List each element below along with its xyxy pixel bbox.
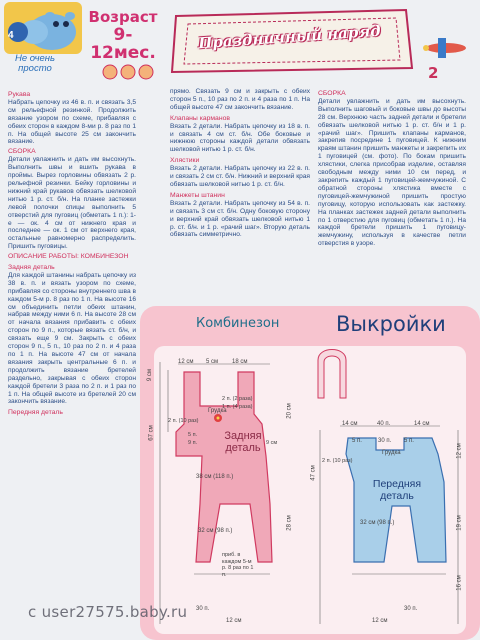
section-text: Вязать 2 детали. Набрать цепочку из 54 в. п. и связать 3 см ст. б/н. Одну боковую сторону и верхний край обвязать шелковой нитью 1 р. ст. б/н. и 1 р. «рачий шаг». Вторую деталь обвязать симметрично. — [170, 199, 310, 239]
dim-label: 5 п. — [404, 438, 414, 444]
dim-label: 12 см — [178, 359, 194, 365]
dim-label: 9 п. — [188, 440, 198, 446]
section-title: СБОРКА — [318, 90, 346, 97]
chest-label-front: Грудка — [382, 450, 401, 456]
difficulty-label: Не очень просто — [14, 53, 56, 74]
section-text: прямо. Связать 9 см и закрыть с обеих сторон 5 п., 10 раз по 2 п. и 4 раза по 1 п. На общей высоте 47 см закончить вязание. — [170, 88, 310, 111]
dim-label: 14 см — [414, 421, 430, 427]
section-title: Клапаны карманов — [170, 114, 230, 122]
difficulty-faces-icon — [100, 60, 160, 82]
section-text: Детали увлажнить и дать им высохнуть. Выполнить шаговый и боковые швы до высоты 28 см. Верхнюю часть задней детали и бретели обвязать шелковой нитью 1 р. ст. б/н и 1 р. «рачий шаг». Пришить клапаны карманов, закрепив посредине 1 пуговицей. К нижним краям штанин пришить манжеты и закрепить их 1 пуговицей (см. фото). По бокам пришить хлястики, слегка присобрав изделие, оставляя свободным между ними 10 см перед, и закрепить каждый 1 пуговицей-жемчужиной. С обратной стороны хлястика вместе с пуговицей-жемчужиной пришить простую пуговицу, которую использовать как застежку. На планках застежек задней детали выполнить по 1 отверстию для пуговиц (обметать 1 п.). На каждой бретели пришить 1 пуговицу-жемчужину, используя в качестве петли отверстия в узоре. — [318, 97, 466, 248]
dim-label: 2 п. (10 раз) — [168, 418, 199, 424]
dim-label: 5 п. — [188, 432, 198, 438]
section-text: Детали увлажнить и дать им высохнуть. Выполнить швы и вшить рукава в проймы. Вырез горловины обвязать 2 р. рельефной резинки. Бейку горловины и нижний край рукавов обвязать шелковой нитью 1 р. ст. б/н. На планке застежки левой полочки спицы выполнить 5 отверстий для пуговиц (обметать 1 п.): 1-е — ок. 4 см от нижнего края и последнее — ок. 1 см от верхнего края, остальные равномерно распределить. Пришить пуговицы. — [8, 156, 136, 251]
dim-label: 18 см — [232, 359, 248, 365]
hippo-icon — [4, 2, 82, 54]
front-piece-label: Передняя деталь — [372, 478, 422, 502]
section-text: Вязать 2 детали. Набрать цепочку из 22 в. п. и связать 2 см ст. б/н. Нижний и верхний края обвязать шелковой нитью 1 р. ст. б/н. — [170, 165, 310, 188]
schema-title: Комбинезон — [196, 316, 280, 331]
dim-label: 12 см — [456, 443, 463, 459]
dim-label: 5 п. — [352, 438, 362, 444]
dim-label: 20 см — [286, 403, 293, 419]
dim-label: 30 п. — [196, 606, 210, 612]
section-title: Хлястики — [170, 157, 200, 165]
age-label: Возраст — [88, 8, 158, 26]
dim-label: 5 см — [206, 359, 219, 365]
section-title: СБОРКА — [8, 148, 36, 156]
age-value: 9-12мес. — [90, 25, 156, 63]
badge-number: 4 — [8, 30, 14, 41]
back-piece-label: Задняя деталь — [224, 430, 262, 454]
section-title: Передняя деталь — [8, 409, 63, 417]
dim-label: 32 см (98 п.) — [360, 520, 395, 526]
age-box — [86, 8, 160, 63]
dim-label: 9 см — [266, 440, 278, 446]
watermark: c user27575.baby.ru — [28, 603, 188, 621]
dim-label: 67 см — [148, 425, 155, 441]
page-number: 2 — [428, 64, 439, 82]
dim-label: 14 см — [342, 421, 358, 427]
dim-label: 38 см (118 п.) — [196, 474, 234, 480]
section-title: Рукава — [8, 91, 31, 98]
text-column-2 — [170, 88, 310, 239]
dim-label: 32 см (98 п.) — [198, 528, 233, 534]
page-title: Праздничный наряд — [197, 21, 382, 53]
section-title: ОПИСАНИЕ РАБОТЫ: КОМБИНЕЗОН — [8, 253, 129, 261]
dim-label: 30 п. — [378, 438, 392, 444]
dim-label: 28 см — [286, 515, 293, 531]
dim-label: приб. в каждом 5-м р. 8 раз по 1 п. — [222, 552, 254, 578]
dim-label: 47 см — [310, 465, 317, 481]
dim-label: 30 п. — [404, 606, 418, 612]
text-column-1 — [8, 88, 136, 417]
section-text: Набрать цепочку из 46 в. п. и связать 3,5 см рельефной резинкой. Продолжить вязание узором по схеме, прибавляя с обеих сторон в каждом 8-ми р. 8 раз по 1 п. На общей высоте 25 см закончить вязание. — [8, 98, 136, 146]
airplane-icon — [420, 34, 470, 60]
section-text: Для каждой штанины набрать цепочку из 38 в. п. и вязать узором по схеме, прибавляя со стороны внутреннего шва в каждом 5-м р. 8 раз по 1 п. На высоте 16 см объединить петли обеих штанин, набрав между ними 6 п. На высоте 28 см от начала вязания прибавить с обеих сторон по 9 п., которые вязать ст. б/н, и связать еще 9 см. Закрыть с обеих сторон 9 п., 5 п., 10 раз по 2 п. и 4 раза по 1 п. На высоте 47 см от начала вязания закрыть центральные 6 п. и продолжить вязание бретелей раздельно, закрывая с обеих сторон каждой бретели 3 раза по 2 п. и 1 раз по 1 п. На общей высоте из бретелей 20 см закончить вязание. — [8, 271, 136, 406]
dim-label: 2 п. (10 раз) — [322, 458, 353, 464]
dim-label: 19 см — [456, 515, 463, 531]
dim-label: 12 см — [226, 618, 242, 624]
section-text: Вязать 2 детали. Набрать цепочку из 18 в. п. и связать 4 см ст. б/н. Обе боковые и нижнюю стороны каждой детали обвязать шелковой нитью 1 р. ст. б/н. — [170, 122, 310, 154]
text-column-3 — [318, 88, 466, 248]
dim-label: 40 п. — [377, 421, 391, 427]
dim-label: 12 см — [372, 618, 388, 624]
dim-label: 2 п. (2 раза) — [222, 396, 253, 402]
patterns-title: Выкройки — [336, 312, 446, 336]
dim-label: 9 см — [147, 368, 154, 382]
dim-label: 16 см — [456, 575, 463, 591]
section-title: Манжеты штанин — [170, 191, 225, 199]
chest-label-back: Грудка — [208, 408, 227, 414]
dim-label: 1 п. (4 раза) — [222, 404, 253, 410]
section-title: Задняя деталь — [8, 264, 55, 272]
